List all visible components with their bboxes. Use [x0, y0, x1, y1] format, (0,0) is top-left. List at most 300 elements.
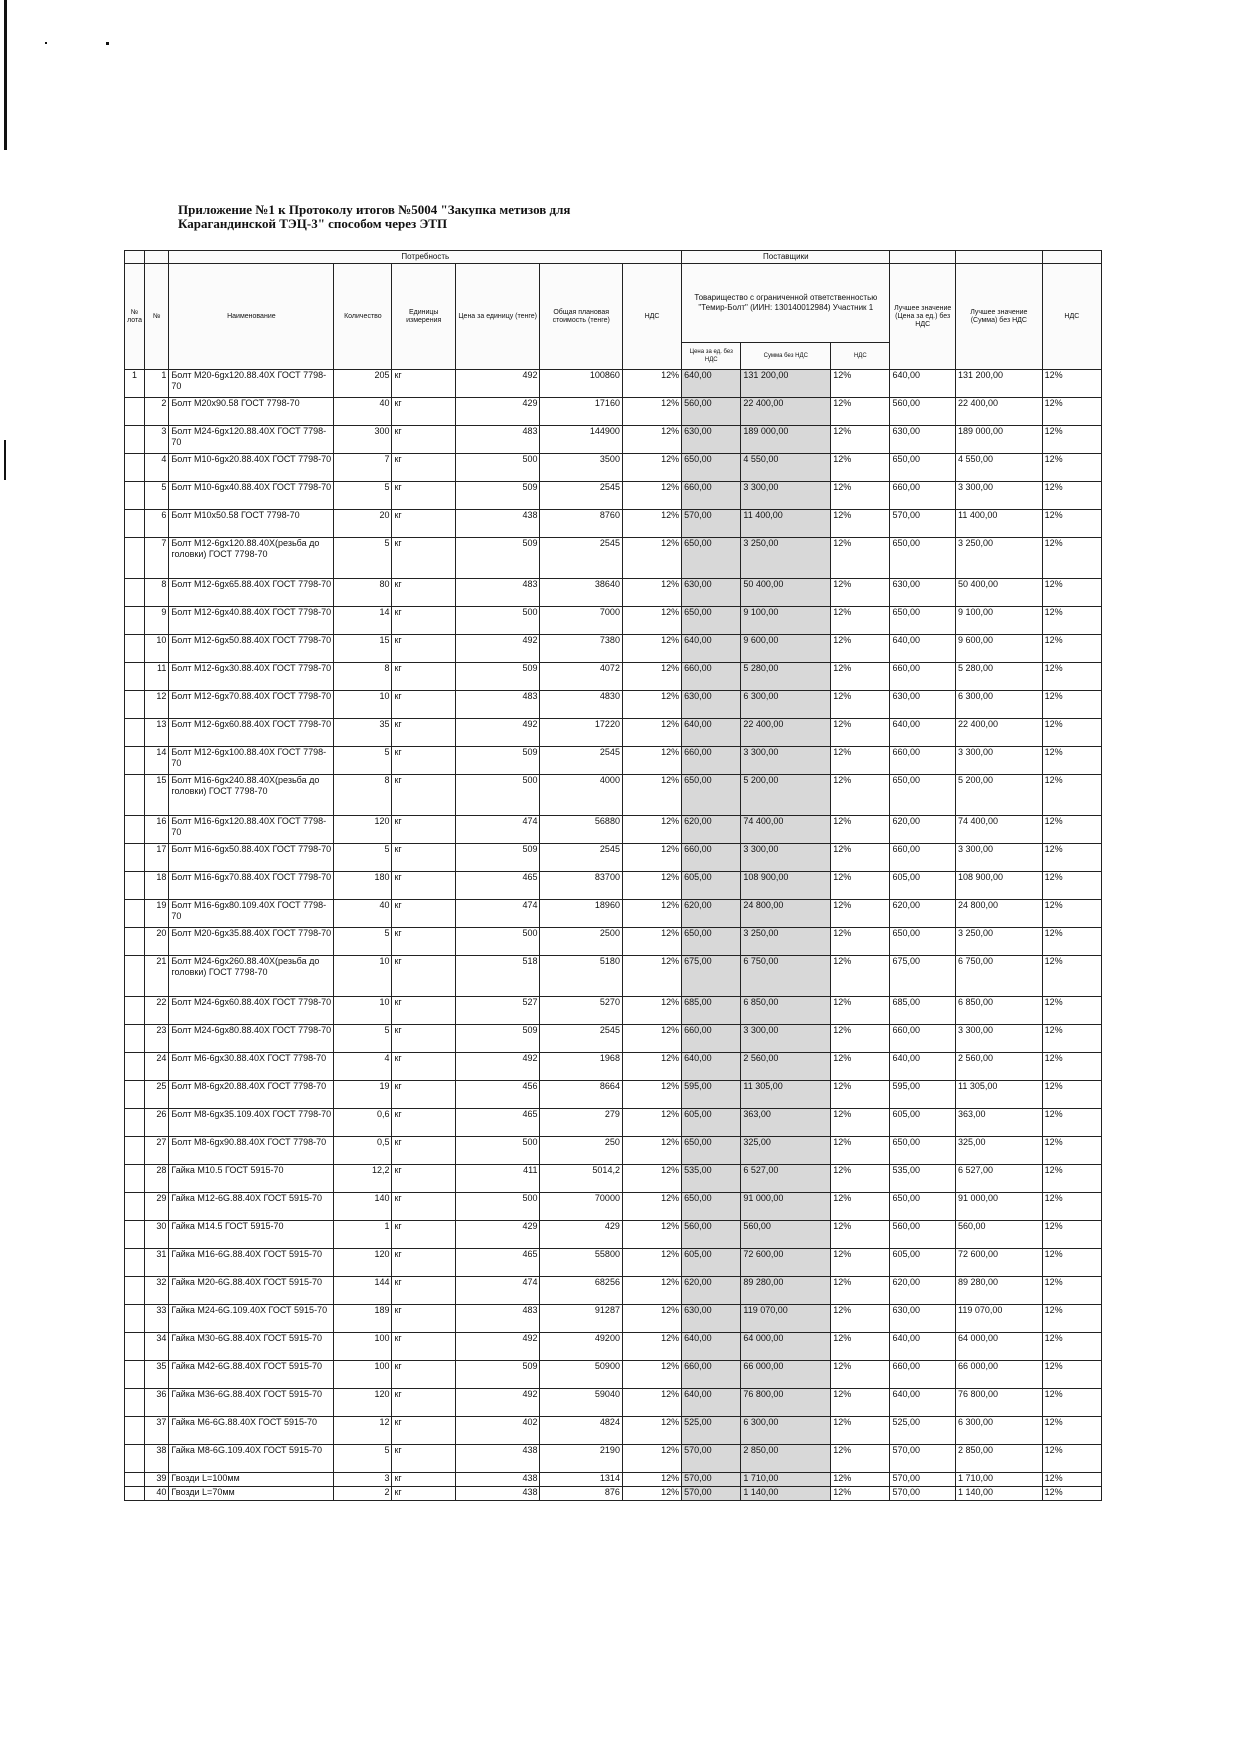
row-best-price-cell: 570,00 [890, 1487, 956, 1501]
col-supplier: Товарищество с ограниченной ответственностью "Темир-Болт" (ИИН: 130140012984) Участник 1 [682, 264, 890, 343]
row-best-vat-cell: 12% [1042, 1025, 1101, 1053]
row-sup-price-cell: 620,00 [682, 816, 741, 844]
row-name-cell: Гайка М6-6G.88.40Х ГОСТ 5915-70 [169, 1417, 334, 1445]
row-sup-vat-cell: 12% [831, 747, 890, 775]
row-unit-cell: кг [392, 900, 455, 928]
row-price-cell: 492 [455, 370, 540, 398]
row-lot-cell [125, 510, 145, 538]
row-sup-price-cell: 570,00 [682, 1487, 741, 1501]
col-sup-sum: Сумма без НДС [741, 343, 831, 370]
row-best-price-cell: 640,00 [890, 1053, 956, 1081]
row-unit-cell: кг [392, 454, 455, 482]
row-sup-price-cell: 650,00 [682, 607, 741, 635]
row-sup-price-cell: 650,00 [682, 454, 741, 482]
row-qty-cell: 5 [334, 1445, 392, 1473]
row-best-sum-cell: 2 850,00 [955, 1445, 1042, 1473]
row-name-cell: Болт М12-6gх65.88.40Х ГОСТ 7798-70 [169, 579, 334, 607]
row-best-vat-cell: 12% [1042, 1305, 1101, 1333]
row-lot-cell [125, 1361, 145, 1389]
row-qty-cell: 5 [334, 482, 392, 510]
row-vat-cell: 12% [622, 1417, 681, 1445]
row-best-vat-cell: 12% [1042, 1417, 1101, 1445]
row-price-cell: 492 [455, 719, 540, 747]
row-best-vat-cell: 12% [1042, 663, 1101, 691]
row-number-cell: 22 [145, 997, 169, 1025]
row-sup-price-cell: 640,00 [682, 1389, 741, 1417]
row-best-price-cell: 660,00 [890, 1361, 956, 1389]
row-best-vat-cell: 12% [1042, 816, 1101, 844]
table-row [125, 1165, 1102, 1193]
row-lot-cell [125, 1305, 145, 1333]
row-best-price-cell: 620,00 [890, 1277, 956, 1305]
row-sup-price-cell: 630,00 [682, 579, 741, 607]
row-sup-sum-cell: 3 250,00 [741, 538, 831, 579]
row-best-price-cell: 675,00 [890, 956, 956, 997]
row-number-cell: 34 [145, 1333, 169, 1361]
row-best-sum-cell: 3 250,00 [955, 928, 1042, 956]
row-lot-cell: 1 [125, 370, 145, 398]
table-row [125, 1361, 1102, 1389]
table-row [125, 1277, 1102, 1305]
row-total-cell: 50900 [540, 1361, 622, 1389]
row-best-vat-cell: 12% [1042, 1053, 1101, 1081]
row-number-cell: 38 [145, 1445, 169, 1473]
row-number-cell: 20 [145, 928, 169, 956]
row-sup-vat-cell: 12% [831, 1361, 890, 1389]
row-qty-cell: 10 [334, 956, 392, 997]
row-best-price-cell: 660,00 [890, 747, 956, 775]
row-name-cell: Болт М8-6gх90.88.40Х ГОСТ 7798-70 [169, 1137, 334, 1165]
row-best-sum-cell: 24 800,00 [955, 900, 1042, 928]
row-unit-cell: кг [392, 775, 455, 816]
row-number-cell: 21 [145, 956, 169, 997]
row-price-cell: 509 [455, 844, 540, 872]
row-price-cell: 509 [455, 747, 540, 775]
row-sup-vat-cell: 12% [831, 1025, 890, 1053]
row-best-sum-cell: 5 280,00 [955, 663, 1042, 691]
row-unit-cell: кг [392, 1221, 455, 1249]
row-unit-cell: кг [392, 997, 455, 1025]
row-sup-sum-cell: 11 400,00 [741, 510, 831, 538]
row-number-cell: 40 [145, 1487, 169, 1501]
row-sup-price-cell: 660,00 [682, 747, 741, 775]
row-best-price-cell: 660,00 [890, 1025, 956, 1053]
row-name-cell: Гайка М8-6G.109.40Х ГОСТ 5915-70 [169, 1445, 334, 1473]
row-price-cell: 500 [455, 928, 540, 956]
column-header-row [125, 264, 1102, 343]
row-unit-cell: кг [392, 1193, 455, 1221]
row-price-cell: 509 [455, 663, 540, 691]
row-sup-vat-cell: 12% [831, 844, 890, 872]
row-sup-sum-cell: 4 550,00 [741, 454, 831, 482]
row-number-cell: 13 [145, 719, 169, 747]
row-qty-cell: 10 [334, 997, 392, 1025]
row-qty-cell: 14 [334, 607, 392, 635]
scan-speck [106, 42, 109, 45]
row-sup-price-cell: 660,00 [682, 844, 741, 872]
scan-edge-mark [4, 0, 7, 150]
row-sup-sum-cell: 72 600,00 [741, 1249, 831, 1277]
row-lot-cell [125, 454, 145, 482]
row-number-cell: 2 [145, 398, 169, 426]
row-sup-sum-cell: 189 000,00 [741, 426, 831, 454]
row-sup-price-cell: 535,00 [682, 1165, 741, 1193]
row-sup-vat-cell: 12% [831, 1137, 890, 1165]
row-number-cell: 26 [145, 1109, 169, 1137]
row-qty-cell: 12 [334, 1417, 392, 1445]
row-sup-vat-cell: 12% [831, 1389, 890, 1417]
table-row [125, 454, 1102, 482]
row-name-cell: Болт М24-6gх120.88.40Х ГОСТ 7798-70 [169, 426, 334, 454]
row-sup-price-cell: 630,00 [682, 426, 741, 454]
row-sup-vat-cell: 12% [831, 510, 890, 538]
row-sup-sum-cell: 6 300,00 [741, 1417, 831, 1445]
table-row [125, 1137, 1102, 1165]
row-best-sum-cell: 2 560,00 [955, 1053, 1042, 1081]
row-best-price-cell: 630,00 [890, 426, 956, 454]
row-lot-cell [125, 1081, 145, 1109]
row-best-vat-cell: 12% [1042, 1361, 1101, 1389]
row-sup-sum-cell: 325,00 [741, 1137, 831, 1165]
row-vat-cell: 12% [622, 872, 681, 900]
col-unit-price: Цена за единицу (тенге) [455, 264, 540, 370]
row-total-cell: 4824 [540, 1417, 622, 1445]
row-unit-cell: кг [392, 1053, 455, 1081]
row-best-price-cell: 640,00 [890, 1389, 956, 1417]
row-sup-vat-cell: 12% [831, 719, 890, 747]
row-best-sum-cell: 131 200,00 [955, 370, 1042, 398]
row-qty-cell: 100 [334, 1333, 392, 1361]
row-price-cell: 509 [455, 1025, 540, 1053]
table-row [125, 398, 1102, 426]
row-name-cell: Болт М12-6gх40.88.40Х ГОСТ 7798-70 [169, 607, 334, 635]
row-total-cell: 17220 [540, 719, 622, 747]
results-table [124, 250, 1102, 1501]
row-total-cell: 8664 [540, 1081, 622, 1109]
row-sup-vat-cell: 12% [831, 607, 890, 635]
row-sup-price-cell: 640,00 [682, 370, 741, 398]
row-total-cell: 8760 [540, 510, 622, 538]
row-sup-sum-cell: 560,00 [741, 1221, 831, 1249]
row-best-price-cell: 560,00 [890, 1221, 956, 1249]
row-best-vat-cell: 12% [1042, 1473, 1101, 1487]
row-number-cell: 27 [145, 1137, 169, 1165]
row-best-price-cell: 685,00 [890, 997, 956, 1025]
row-qty-cell: 205 [334, 370, 392, 398]
row-best-price-cell: 650,00 [890, 1193, 956, 1221]
row-total-cell: 4830 [540, 691, 622, 719]
row-unit-cell: кг [392, 1305, 455, 1333]
row-price-cell: 465 [455, 872, 540, 900]
row-best-price-cell: 650,00 [890, 454, 956, 482]
row-sup-vat-cell: 12% [831, 691, 890, 719]
row-best-vat-cell: 12% [1042, 607, 1101, 635]
row-best-price-cell: 650,00 [890, 538, 956, 579]
row-best-sum-cell: 6 527,00 [955, 1165, 1042, 1193]
row-unit-cell: кг [392, 1333, 455, 1361]
row-unit-cell: кг [392, 1165, 455, 1193]
row-best-vat-cell: 12% [1042, 1487, 1101, 1501]
row-name-cell: Болт М10-6gх40.88.40Х ГОСТ 7798-70 [169, 482, 334, 510]
row-vat-cell: 12% [622, 997, 681, 1025]
row-sup-vat-cell: 12% [831, 1053, 890, 1081]
row-vat-cell: 12% [622, 928, 681, 956]
row-best-price-cell: 640,00 [890, 719, 956, 747]
row-price-cell: 438 [455, 1487, 540, 1501]
row-price-cell: 500 [455, 775, 540, 816]
table-row [125, 956, 1102, 997]
row-best-sum-cell: 3 300,00 [955, 482, 1042, 510]
row-best-vat-cell: 12% [1042, 1165, 1101, 1193]
row-vat-cell: 12% [622, 816, 681, 844]
row-sup-price-cell: 640,00 [682, 1053, 741, 1081]
row-qty-cell: 15 [334, 635, 392, 663]
row-lot-cell [125, 1165, 145, 1193]
row-sup-sum-cell: 9 100,00 [741, 607, 831, 635]
row-unit-cell: кг [392, 1277, 455, 1305]
row-best-vat-cell: 12% [1042, 1193, 1101, 1221]
row-price-cell: 483 [455, 691, 540, 719]
row-name-cell: Болт М16-6gх120.88.40Х ГОСТ 7798-70 [169, 816, 334, 844]
row-sup-sum-cell: 11 305,00 [741, 1081, 831, 1109]
row-sup-sum-cell: 131 200,00 [741, 370, 831, 398]
row-sup-price-cell: 650,00 [682, 775, 741, 816]
row-qty-cell: 120 [334, 1249, 392, 1277]
row-sup-price-cell: 620,00 [682, 900, 741, 928]
row-sup-price-cell: 570,00 [682, 1445, 741, 1473]
row-vat-cell: 12% [622, 747, 681, 775]
table-row [125, 579, 1102, 607]
row-vat-cell: 12% [622, 1081, 681, 1109]
row-best-sum-cell: 9 100,00 [955, 607, 1042, 635]
row-number-cell: 29 [145, 1193, 169, 1221]
row-qty-cell: 2 [334, 1487, 392, 1501]
row-name-cell: Болт М20-6gх35.88.40Х ГОСТ 7798-70 [169, 928, 334, 956]
row-sup-sum-cell: 2 560,00 [741, 1053, 831, 1081]
row-number-cell: 23 [145, 1025, 169, 1053]
header-blank [125, 251, 145, 264]
row-total-cell: 4072 [540, 663, 622, 691]
row-sup-vat-cell: 12% [831, 928, 890, 956]
row-lot-cell [125, 1109, 145, 1137]
row-lot-cell [125, 538, 145, 579]
row-name-cell: Болт М24-6gх260.88.40Х(резьба до головки) ГОСТ 7798-70 [169, 956, 334, 997]
row-number-cell: 31 [145, 1249, 169, 1277]
table-row [125, 510, 1102, 538]
row-best-sum-cell: 119 070,00 [955, 1305, 1042, 1333]
row-vat-cell: 12% [622, 1025, 681, 1053]
row-number-cell: 19 [145, 900, 169, 928]
row-sup-price-cell: 650,00 [682, 538, 741, 579]
row-sup-sum-cell: 6 850,00 [741, 997, 831, 1025]
table-row [125, 1081, 1102, 1109]
row-vat-cell: 12% [622, 775, 681, 816]
row-lot-cell [125, 719, 145, 747]
row-price-cell: 518 [455, 956, 540, 997]
row-best-price-cell: 560,00 [890, 398, 956, 426]
row-sup-sum-cell: 74 400,00 [741, 816, 831, 844]
row-best-price-cell: 535,00 [890, 1165, 956, 1193]
row-number-cell: 7 [145, 538, 169, 579]
row-sup-price-cell: 605,00 [682, 1109, 741, 1137]
row-best-sum-cell: 11 305,00 [955, 1081, 1042, 1109]
row-vat-cell: 12% [622, 1487, 681, 1501]
row-vat-cell: 12% [622, 844, 681, 872]
row-number-cell: 25 [145, 1081, 169, 1109]
row-qty-cell: 189 [334, 1305, 392, 1333]
row-best-vat-cell: 12% [1042, 997, 1101, 1025]
row-sup-vat-cell: 12% [831, 1305, 890, 1333]
row-price-cell: 429 [455, 1221, 540, 1249]
row-price-cell: 474 [455, 816, 540, 844]
row-number-cell: 17 [145, 844, 169, 872]
row-best-vat-cell: 12% [1042, 928, 1101, 956]
row-sup-sum-cell: 89 280,00 [741, 1277, 831, 1305]
col-best-price: Лучшее значение (Цена за ед.) без НДС [890, 264, 956, 370]
row-best-sum-cell: 11 400,00 [955, 510, 1042, 538]
row-sup-sum-cell: 3 300,00 [741, 1025, 831, 1053]
row-number-cell: 18 [145, 872, 169, 900]
scan-speck [45, 42, 47, 44]
row-best-vat-cell: 12% [1042, 454, 1101, 482]
row-sup-sum-cell: 22 400,00 [741, 719, 831, 747]
row-number-cell: 37 [145, 1417, 169, 1445]
row-qty-cell: 5 [334, 844, 392, 872]
row-unit-cell: кг [392, 1389, 455, 1417]
row-sup-price-cell: 650,00 [682, 1193, 741, 1221]
table-row [125, 1193, 1102, 1221]
row-lot-cell [125, 398, 145, 426]
table-row [125, 872, 1102, 900]
table-row [125, 663, 1102, 691]
row-best-vat-cell: 12% [1042, 579, 1101, 607]
row-sup-sum-cell: 1 140,00 [741, 1487, 831, 1501]
row-number-cell: 12 [145, 691, 169, 719]
row-vat-cell: 12% [622, 719, 681, 747]
row-best-price-cell: 650,00 [890, 1137, 956, 1165]
row-total-cell: 2545 [540, 844, 622, 872]
row-best-vat-cell: 12% [1042, 482, 1101, 510]
row-lot-cell [125, 1053, 145, 1081]
row-sup-sum-cell: 24 800,00 [741, 900, 831, 928]
row-sup-vat-cell: 12% [831, 872, 890, 900]
row-sup-sum-cell: 363,00 [741, 1109, 831, 1137]
document-title [178, 203, 818, 231]
col-sup-price: Цена за ед. без НДС [682, 343, 741, 370]
row-total-cell: 7380 [540, 635, 622, 663]
row-sup-vat-cell: 12% [831, 454, 890, 482]
row-vat-cell: 12% [622, 1333, 681, 1361]
row-lot-cell [125, 775, 145, 816]
row-best-vat-cell: 12% [1042, 398, 1101, 426]
row-lot-cell [125, 1417, 145, 1445]
row-lot-cell [125, 1249, 145, 1277]
row-number-cell: 35 [145, 1361, 169, 1389]
table-row [125, 775, 1102, 816]
row-total-cell: 2545 [540, 482, 622, 510]
row-sup-sum-cell: 91 000,00 [741, 1193, 831, 1221]
row-qty-cell: 0,6 [334, 1109, 392, 1137]
row-best-sum-cell: 3 300,00 [955, 747, 1042, 775]
row-price-cell: 438 [455, 1473, 540, 1487]
row-best-price-cell: 605,00 [890, 872, 956, 900]
row-best-sum-cell: 91 000,00 [955, 1193, 1042, 1221]
row-sup-sum-cell: 3 300,00 [741, 482, 831, 510]
row-lot-cell [125, 747, 145, 775]
row-lot-cell [125, 1333, 145, 1361]
row-total-cell: 17160 [540, 398, 622, 426]
row-sup-sum-cell: 119 070,00 [741, 1305, 831, 1333]
row-best-price-cell: 620,00 [890, 900, 956, 928]
table-row [125, 928, 1102, 956]
col-total: Общая плановая стоимость (тенге) [540, 264, 622, 370]
row-sup-sum-cell: 50 400,00 [741, 579, 831, 607]
row-name-cell: Болт М16-6gх50.88.40Х ГОСТ 7798-70 [169, 844, 334, 872]
row-sup-vat-cell: 12% [831, 1445, 890, 1473]
row-best-sum-cell: 3 250,00 [955, 538, 1042, 579]
row-best-price-cell: 630,00 [890, 579, 956, 607]
row-total-cell: 1314 [540, 1473, 622, 1487]
row-qty-cell: 7 [334, 454, 392, 482]
row-total-cell: 83700 [540, 872, 622, 900]
table-row [125, 719, 1102, 747]
row-best-price-cell: 660,00 [890, 844, 956, 872]
row-sup-vat-cell: 12% [831, 1221, 890, 1249]
row-sup-price-cell: 640,00 [682, 1333, 741, 1361]
row-lot-cell [125, 816, 145, 844]
row-best-price-cell: 640,00 [890, 635, 956, 663]
row-sup-vat-cell: 12% [831, 1165, 890, 1193]
row-best-vat-cell: 12% [1042, 1389, 1101, 1417]
row-number-cell: 14 [145, 747, 169, 775]
row-sup-price-cell: 650,00 [682, 1137, 741, 1165]
row-best-sum-cell: 6 750,00 [955, 956, 1042, 997]
row-lot-cell [125, 928, 145, 956]
row-sup-vat-cell: 12% [831, 775, 890, 816]
row-sup-vat-cell: 12% [831, 1333, 890, 1361]
row-sup-sum-cell: 5 200,00 [741, 775, 831, 816]
row-total-cell: 4000 [540, 775, 622, 816]
row-name-cell: Болт М20х90.58 ГОСТ 7798-70 [169, 398, 334, 426]
row-best-price-cell: 650,00 [890, 928, 956, 956]
row-lot-cell [125, 1025, 145, 1053]
row-price-cell: 483 [455, 1305, 540, 1333]
row-vat-cell: 12% [622, 1053, 681, 1081]
row-best-sum-cell: 1 140,00 [955, 1487, 1042, 1501]
row-qty-cell: 0,5 [334, 1137, 392, 1165]
row-vat-cell: 12% [622, 1193, 681, 1221]
row-vat-cell: 12% [622, 398, 681, 426]
row-best-sum-cell: 72 600,00 [955, 1249, 1042, 1277]
row-best-vat-cell: 12% [1042, 1249, 1101, 1277]
row-best-sum-cell: 66 000,00 [955, 1361, 1042, 1389]
title-line: Карагандинской ТЭЦ-3" способом через ЭТП [178, 216, 448, 231]
row-sup-sum-cell: 76 800,00 [741, 1389, 831, 1417]
col-qty: Количество [334, 264, 392, 370]
row-name-cell: Болт М12-6gх60.88.40Х ГОСТ 7798-70 [169, 719, 334, 747]
row-lot-cell [125, 956, 145, 997]
row-lot-cell [125, 663, 145, 691]
row-sup-price-cell: 620,00 [682, 1277, 741, 1305]
table-row [125, 1025, 1102, 1053]
row-best-price-cell: 650,00 [890, 775, 956, 816]
row-sup-vat-cell: 12% [831, 1193, 890, 1221]
row-lot-cell [125, 1193, 145, 1221]
row-best-price-cell: 640,00 [890, 1333, 956, 1361]
row-sup-sum-cell: 6 300,00 [741, 691, 831, 719]
row-best-vat-cell: 12% [1042, 1445, 1101, 1473]
row-sup-vat-cell: 12% [831, 1487, 890, 1501]
